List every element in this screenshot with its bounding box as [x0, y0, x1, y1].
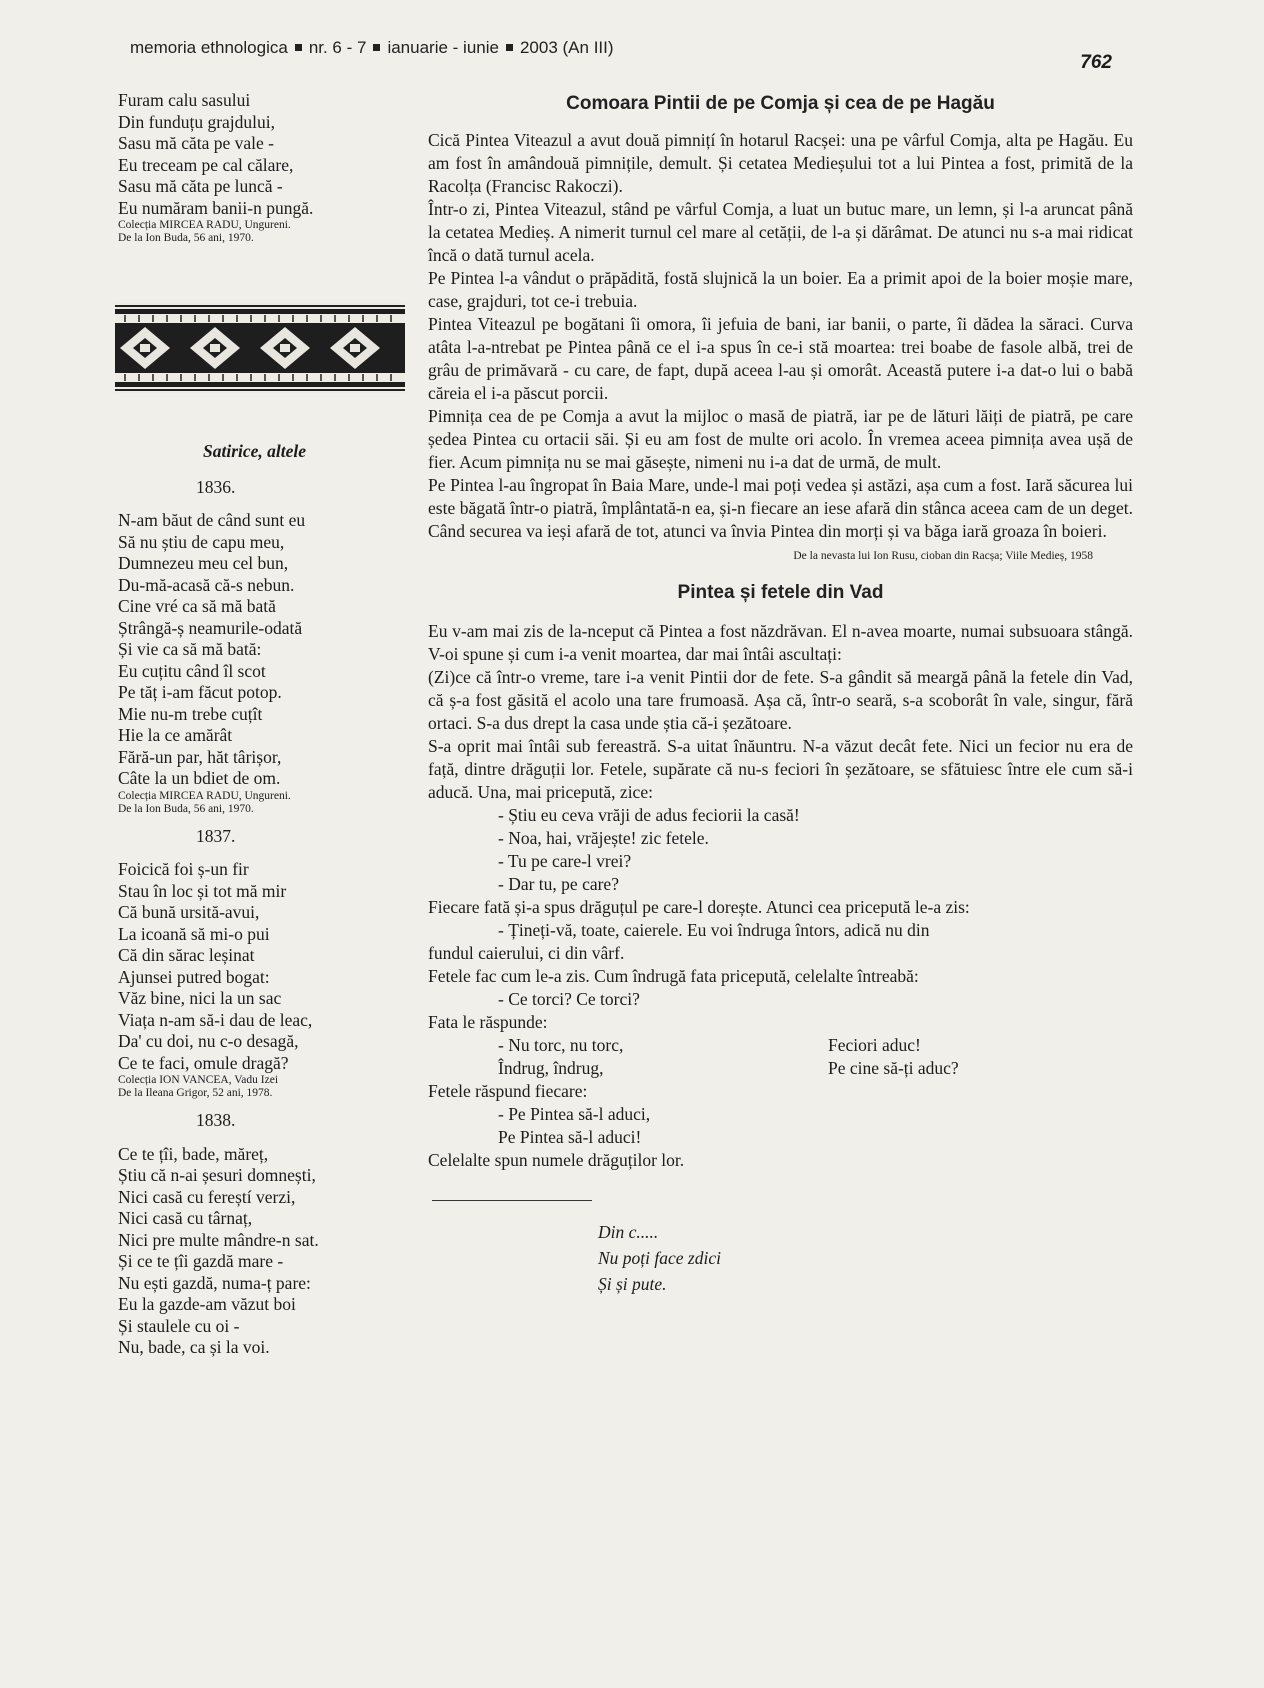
- poem-line: Știu că n-ai șesuri domnești,: [118, 1165, 316, 1185]
- issue-number: nr. 6 - 7: [308, 38, 367, 57]
- running-header: [130, 38, 1130, 68]
- poem-line: Eu la gazde-am văzut boi: [118, 1294, 296, 1314]
- collection-credit: Colecția MIRCEA RADU, Ungureni.: [118, 219, 291, 231]
- poem-line: Ce te țîi, bade, măreț,: [118, 1143, 269, 1164]
- collection-credit: Colecția ION VANCEA, Vadu Izei: [118, 1074, 279, 1086]
- bullet-square-icon: [373, 44, 380, 51]
- footnote-separator: [432, 1200, 592, 1201]
- verse-block: [498, 1034, 1133, 1080]
- poem-line: Văz bine, nici la un sac: [118, 988, 282, 1008]
- footnote-line: Și și pute.: [598, 1274, 667, 1294]
- page-number: 762: [1080, 52, 1112, 73]
- poem-line: Și vie ca să mă bată:: [118, 639, 262, 659]
- paragraph: Fetele fac cum le-a zis. Cum îndrugă fata pricepută, celelalte întreabă:: [428, 966, 919, 986]
- verse-line: Pe cine să-ți aduc?: [828, 1058, 959, 1078]
- poem-line: Eu cuțitu când îl scot: [118, 660, 266, 681]
- dialog-line: - Dar tu, pe care?: [498, 874, 619, 894]
- story-title: Pintea și fetele din Vad: [677, 582, 884, 603]
- poem-1838: [118, 1144, 418, 1359]
- poem-line: Sasu mă căta pe vale -: [118, 133, 274, 153]
- paragraph: Pintea Viteazul pe bogătani îi omora, îi jefuia de bani, iar banii, o parte, îi dădea la săraci. Curva atâta l-a-ntrebat pe Pintea până ce el i-a spus în ce-i stă moartea: trei boabe de fasole albă, trei de grâu de primăvară - cu care, de fapt, după aceea l-au și omorât. Această putere i-a dat-o lui o babă căreia el i-a păscut porcii.: [428, 314, 1133, 403]
- poem-line: Ajunsei putred bogat:: [118, 966, 270, 987]
- paragraph: Fiecare fată și-a spus drăguțul pe care-l dorește. Atunci cea pricepută le-a zis:: [428, 897, 970, 917]
- bullet-square-icon: [506, 44, 513, 51]
- journal-name: memoria ethnologica: [130, 38, 288, 57]
- entry-number: 1836.: [196, 476, 236, 497]
- poem-line: Pe tăț i-am făcut potop.: [118, 682, 282, 702]
- paragraph: Pe Pintea l-au îngropat în Baia Mare, unde-l mai poți vedea și astăzi, așa cum a fost. Iară săcurea lui este băgată într-o piatră, împlântată-n ea, și-n fiecare an iese afară din stânca aceea cam de un deget. Când securea va ieși afară de tot, atunci va învia Pintea din morți și va băga iară groaza în boieri.: [428, 475, 1133, 541]
- poem-line: Nu ești gazdă, numa-ț pare:: [118, 1272, 311, 1293]
- informant-credit: De la Ileana Grigor, 52 ani, 1978.: [118, 1087, 273, 1099]
- informant-credit: De la Ion Buda, 56 ani, 1970.: [118, 802, 254, 815]
- source-credit: De la nevasta lui Ion Rusu, cioban din Racșa; Viile Medieș, 1958: [793, 550, 1093, 562]
- verse-line: Feciori aduc!: [828, 1035, 921, 1055]
- paragraph: Celelalte spun numele drăguților lor.: [428, 1150, 685, 1170]
- poem-line: Eu număram banii-n pungă.: [118, 197, 314, 218]
- paragraph: Fetele răspund fiecare:: [428, 1081, 588, 1101]
- poem-line: Nici casă cu târnaț,: [118, 1208, 253, 1228]
- informant-credit: De la Ion Buda, 56 ani, 1970.: [118, 232, 254, 244]
- entry-number: 1837.: [196, 825, 236, 846]
- poem-line: N-am băut de când sunt eu: [118, 510, 306, 530]
- poem-line: Mie nu-m trebe cuțît: [118, 703, 263, 724]
- poem-line: Cine vré ca să mă bată: [118, 596, 276, 616]
- paragraph: Pe Pintea l-a vândut o prăpădită, fostă slujnică la un boier. Ea a primit apoi de la boier moșie mare, case, grajduri, tot ce-i trebuia.: [428, 268, 1133, 311]
- poem-line: Ce te faci, omule dragă?: [118, 1052, 289, 1073]
- dialog-line: - Țineți-vă, toate, caierele. Eu voi îndruga întors, adică nu din: [498, 920, 930, 940]
- poem-line: Câte la un bdiet de om.: [118, 768, 281, 788]
- poem-line: Ștrângă-ș neamurile-odată: [118, 617, 303, 638]
- footnote-line: Din c.....: [598, 1222, 659, 1242]
- right-column: [428, 92, 1133, 1297]
- paragraph: Eu v-am mai zis de la-nceput că Pintea a fost năzdrăvan. El n-avea moarte, numai subsuoara stângă. V-oi spune și cum i-a venit moartea, dar mai întâi ascultați:: [428, 621, 1133, 664]
- poem-line: Stau în loc și tot mă mir: [118, 880, 287, 901]
- dialog-line: - Noa, hai, vrăjește! zic fetele.: [498, 828, 709, 848]
- poem-0: [118, 90, 418, 245]
- poem-1837: [118, 859, 418, 1100]
- entry-number: 1838.: [196, 1110, 236, 1130]
- poem-line: Dumnezeu meu cel bun,: [118, 553, 289, 573]
- poem-line: La icoană să mi-o pui: [118, 923, 270, 944]
- issue-period: ianuarie - iunie: [387, 38, 499, 57]
- paragraph: Fata le răspunde:: [428, 1012, 548, 1032]
- paragraph: Pimnița cea de pe Comja a avut la mijloc o masă de piatră, iar pe de lături lăiți de piatră, pe care ședea Pintea cu ortacii săi. Și eu am fost de multe ori acolo. În vremea aceea pimnița avea ușă de fier. Acum pimnița nu se mai găsește, nimeni nu i-a dat de urmă, de mult.: [428, 406, 1133, 472]
- issue-year: 2003 (An III): [519, 38, 614, 57]
- poem-line: Sasu mă căta pe luncă -: [118, 176, 283, 196]
- dialog-line: - Ce torci? Ce torci?: [498, 989, 640, 1009]
- left-column: [118, 90, 418, 1369]
- story-title: Comoara Pintii de pe Comja și cea de pe Hagău: [566, 93, 995, 114]
- dialog-line: Pe Pintea să-l aduci!: [498, 1127, 642, 1147]
- poem-line: Și staulele cu oi -: [118, 1315, 240, 1336]
- poem-line: Nu, bade, ca și la voi.: [118, 1337, 270, 1357]
- section-title: Satirice, altele: [203, 441, 307, 461]
- paragraph: fundul caierului, ci din vârf.: [428, 943, 625, 963]
- bullet-square-icon: [295, 44, 302, 51]
- dialog-line: - Tu pe care-l vrei?: [498, 851, 632, 871]
- verse-line: Îndrug, îndrug,: [498, 1058, 604, 1078]
- poem-line: Fără-un par, hăt târișor,: [118, 746, 282, 767]
- poem-line: Foicică foi ș-un fir: [118, 859, 249, 879]
- collection-credit: Colecția MIRCEA RADU, Ungureni.: [118, 789, 291, 802]
- poem-line: Nici pre multe mândre-n sat.: [118, 1229, 319, 1250]
- poem-line: Să nu știu de capu meu,: [118, 531, 285, 552]
- poem-line: Viața n-am să-i dau de leac,: [118, 1009, 313, 1030]
- paragraph: Într-o zi, Pintea Viteazul, stând pe vârful Comja, a luat un butuc mare, un lemn, și l-a aruncat până la cetatea Medieș. A nimerit turnul cel mare al cetății, de l-a și dărâmat. De atunci nu s-a mai ridicat încă o dată turnul acela.: [428, 199, 1133, 265]
- poem-line: Eu treceam pe cal călare,: [118, 154, 294, 175]
- poem-line: Furam calu sasului: [118, 90, 251, 110]
- paragraph: (Zi)ce că într-o vreme, tare i-a venit Pintii dor de fete. S-a gândit să meargă până la fetele din Vad, că ș-a fost găsită el acolo una tare frumoasă. Așa că, într-o seară, s-a scoborât în vale, singur, fără ortaci. S-a dus drept la casa unde știa că-i șezătoare.: [428, 667, 1133, 733]
- poem-1836: [118, 510, 418, 816]
- folk-ornament-band: [115, 303, 405, 393]
- footnote: [598, 1219, 1133, 1297]
- poem-line: Da' cu doi, nu c-o desagă,: [118, 1031, 299, 1051]
- dialog-line: - Pe Pintea să-l aduci,: [498, 1104, 651, 1124]
- paragraph: S-a oprit mai întâi sub fereastră. S-a uitat înăuntru. N-a văzut decât fete. Nici un fecior nu era de față, dintre drăguții lor. Fetele, supărate că nu-s feciori în șezătoare, se sfătuiesc între ele cum să-i aducă. Una, mai pricepută, zice:: [428, 736, 1133, 802]
- poem-line: Hie la ce amărât: [118, 725, 233, 745]
- footnote-line: Nu poți face zdici: [598, 1248, 721, 1268]
- verse-line: - Nu torc, nu torc,: [498, 1035, 624, 1055]
- poem-line: Că bună ursită-avui,: [118, 902, 260, 922]
- poem-line: Nici casă cu fereștí verzi,: [118, 1186, 296, 1207]
- poem-line: Du-mă-acasă că-s nebun.: [118, 574, 295, 595]
- dialog-line: - Știu eu ceva vrăji de adus feciorii la casă!: [498, 805, 800, 825]
- paragraph: Cică Pintea Viteazul a avut două pimnițí în hotarul Racșei: una pe vârful Comja, alta pe Hagău. Eu am fost în amândouă pimnițile, demult. Și cetatea Medieșului tot a lui Pintea a fost, primită de la Racolța (Francisc Rakoczi).: [428, 130, 1133, 196]
- poem-line: Că din sărac leșinat: [118, 945, 255, 965]
- poem-line: Și ce te țîi gazdă mare -: [118, 1251, 284, 1271]
- poem-line: Din funduțu grajdului,: [118, 111, 275, 132]
